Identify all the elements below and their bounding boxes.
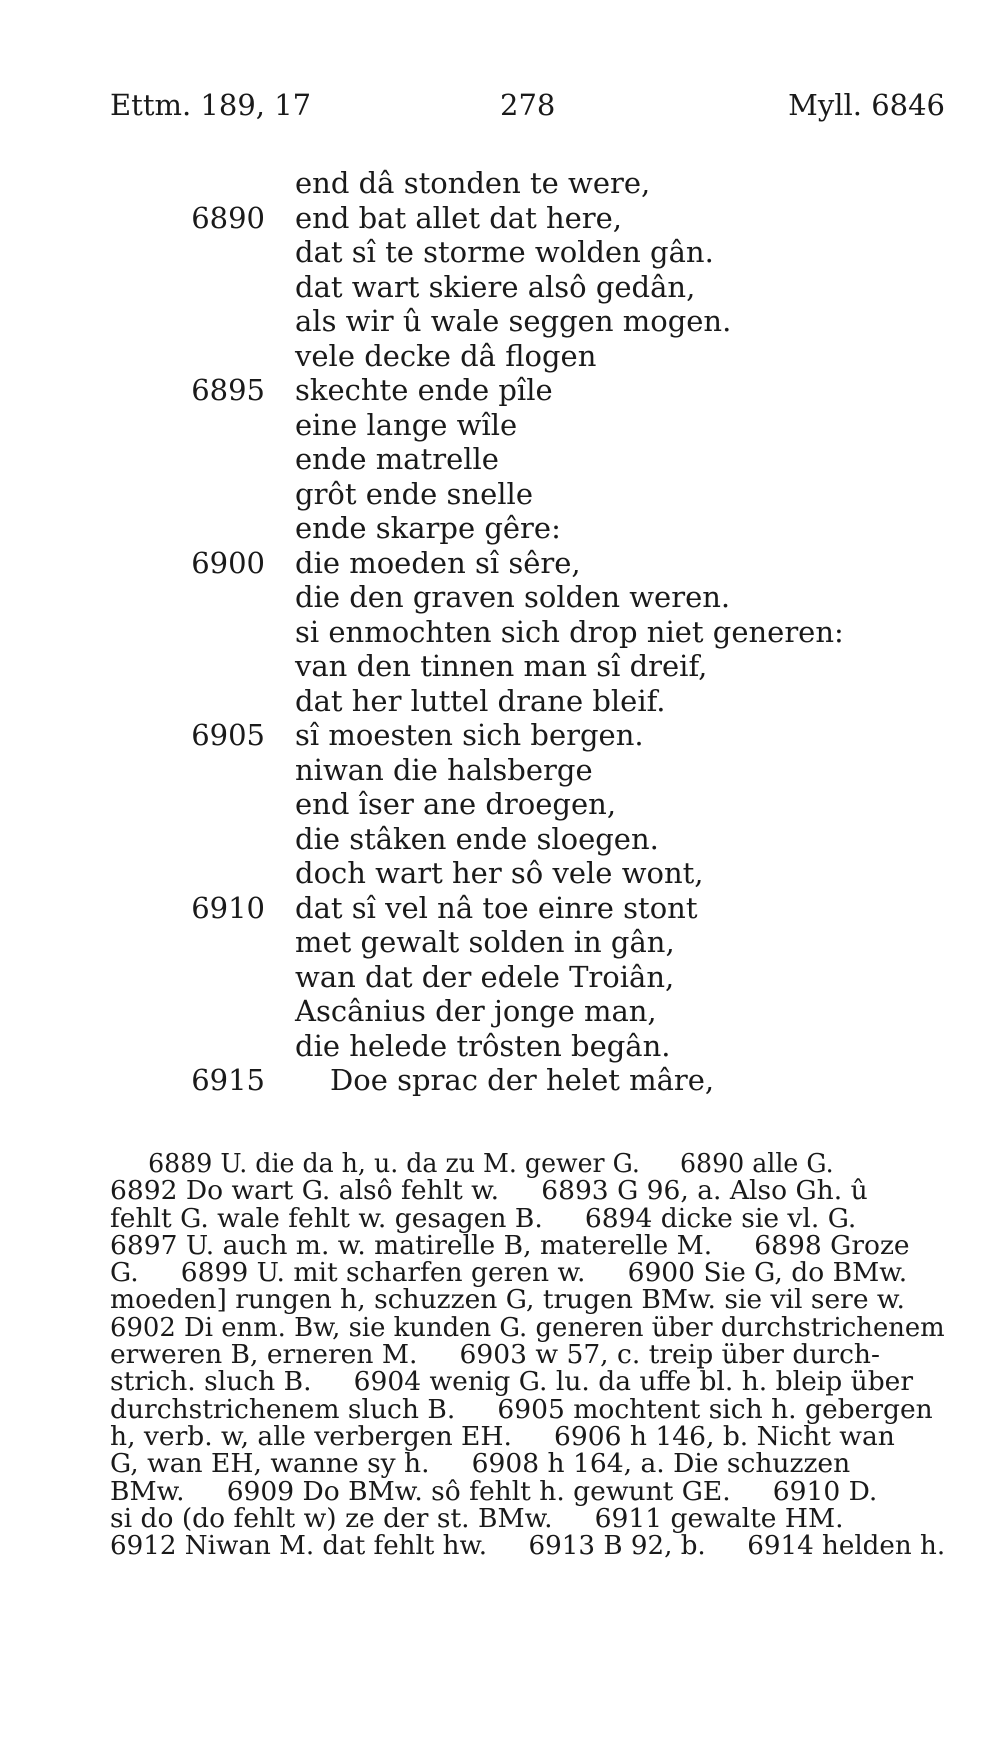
verse-text-line: dat sî te storme wolden gân. bbox=[295, 235, 714, 269]
verse-line bbox=[170, 235, 950, 270]
apparatus-line: fehlt G. wale fehlt w. gesagen B. 6894 dicke sie vl. G. bbox=[110, 1202, 857, 1234]
verse-line bbox=[170, 477, 950, 512]
header-source-ettm: Ettm. 189, 17 bbox=[110, 88, 312, 122]
verse-text-line: Doe sprac der helet mâre, bbox=[330, 1063, 715, 1097]
verse-line bbox=[170, 925, 950, 960]
verse-line bbox=[170, 373, 950, 408]
verse-text-line: die moeden sî sêre, bbox=[295, 545, 581, 580]
verse-line bbox=[170, 856, 950, 891]
verse-line bbox=[170, 787, 950, 822]
verse-text bbox=[170, 166, 950, 1098]
verse-text-line: dat her luttel drane bleif. bbox=[295, 683, 666, 718]
apparatus-line: 6902 Di enm. Bw, sie kunden G. generen über durchstrichenem bbox=[110, 1311, 945, 1343]
verse-line bbox=[170, 580, 950, 615]
verse-line bbox=[170, 960, 950, 995]
verse-number: 6895 bbox=[191, 373, 265, 407]
verse-text-line: van den tinnen man sî dreif, bbox=[295, 649, 708, 683]
verse-text-line: dat wart skiere alsô gedân, bbox=[295, 269, 696, 304]
verse-text-line: wan dat der edele Troiân, bbox=[295, 959, 675, 994]
verse-text-line: met gewalt solden in gân, bbox=[295, 925, 675, 959]
verse-line bbox=[170, 166, 950, 201]
verse-line bbox=[170, 891, 950, 926]
verse-text-line: ende skarpe gêre: bbox=[295, 511, 561, 545]
verse-number: 6905 bbox=[191, 718, 265, 752]
verse-text-line: die helede trôsten begân. bbox=[295, 1028, 671, 1063]
verse-number: 6915 bbox=[191, 1063, 265, 1097]
verse-line bbox=[170, 511, 950, 546]
verse-text-line: als wir û wale seggen mogen. bbox=[295, 304, 732, 338]
verse-line bbox=[170, 649, 950, 684]
verse-text-line: skechte ende pîle bbox=[295, 373, 553, 407]
apparatus-line: BMw. 6909 Do BMw. sô fehlt h. gewunt GE. 6910 D. bbox=[110, 1475, 878, 1507]
apparatus-line: 6892 Do wart G. alsô fehlt w. 6893 G 96, a. Also Gh. û bbox=[110, 1175, 868, 1207]
verse-text-line: ende matrelle bbox=[295, 442, 499, 476]
verse-text-line: si enmochten sich drop niet generen: bbox=[295, 614, 844, 649]
apparatus-line: durchstrichenem sluch B. 6905 mochtent sich h. gebergen bbox=[110, 1393, 933, 1425]
verse-text-line: die stâken ende sloegen. bbox=[295, 821, 659, 856]
page-header bbox=[110, 88, 945, 128]
verse-line bbox=[170, 304, 950, 339]
verse-line bbox=[170, 718, 950, 753]
verse-text-line: end dâ stonden te were, bbox=[295, 166, 651, 200]
critical-apparatus bbox=[110, 1148, 946, 1562]
apparatus-line: G, wan EH, wanne sy h. 6908 h 164, a. Die schuzzen bbox=[110, 1448, 851, 1480]
verse-line bbox=[170, 684, 950, 719]
page-number: 278 bbox=[500, 88, 556, 122]
verse-line bbox=[170, 1029, 950, 1064]
verse-text-line: doch wart her sô vele wont, bbox=[295, 856, 704, 890]
apparatus-line: si do (do fehlt w) ze der st. BMw. 6911 gewalte HM. bbox=[110, 1502, 844, 1534]
verse-line bbox=[170, 753, 950, 788]
verse-line bbox=[170, 270, 950, 305]
verse-line bbox=[170, 615, 950, 650]
apparatus-line: G. 6899 U. mit scharfen geren w. 6900 Sie G, do BMw. bbox=[110, 1257, 908, 1289]
apparatus-line: moeden] rungen h, schuzzen G, trugen BMw. sie vil sere w. bbox=[110, 1284, 905, 1316]
verse-text-line: Ascânius der jonge man, bbox=[295, 994, 657, 1028]
verse-number: 6900 bbox=[191, 545, 265, 580]
verse-text-line: niwan die halsberge bbox=[295, 752, 593, 787]
verse-text-line: vele decke dâ flogen bbox=[295, 338, 597, 373]
verse-line bbox=[170, 1063, 950, 1098]
apparatus-line: erweren B, erneren M. 6903 w 57, c. treip über durch- bbox=[110, 1339, 880, 1371]
verse-line bbox=[170, 442, 950, 477]
verse-text-line: grôt ende snelle bbox=[295, 476, 533, 511]
verse-text-line: end bat allet dat here, bbox=[295, 200, 623, 235]
verse-text-line: die den graven solden weren. bbox=[295, 580, 731, 614]
verse-line bbox=[170, 994, 950, 1029]
verse-number: 6890 bbox=[191, 200, 265, 235]
verse-line bbox=[170, 201, 950, 236]
apparatus-line: h, verb. w, alle verbergen EH. 6906 h 146, b. Nicht wan bbox=[110, 1420, 895, 1452]
verse-line bbox=[170, 546, 950, 581]
apparatus-line: 6912 Niwan M. dat fehlt hw. 6913 B 92, b. 6914 helden h. bbox=[110, 1530, 946, 1562]
apparatus-line: strich. sluch B. 6904 wenig G. lu. da uffe bl. h. bleip über bbox=[110, 1366, 914, 1398]
apparatus-line: 6897 U. auch m. w. matirelle B, materelle M. 6898 Groze bbox=[110, 1229, 910, 1261]
verse-line bbox=[170, 408, 950, 443]
verse-text-line: end îser ane droegen, bbox=[295, 787, 617, 821]
verse-text-line: dat sî vel nâ toe einre stont bbox=[295, 890, 698, 925]
verse-text-line: eine lange wîle bbox=[295, 407, 518, 442]
verse-number: 6910 bbox=[191, 890, 265, 925]
header-source-myll: Myll. 6846 bbox=[788, 88, 945, 122]
apparatus-line: 6889 U. die da h, u. da zu M. gewer G. 6890 alle G. bbox=[148, 1148, 834, 1179]
verse-text-line: sî moesten sich bergen. bbox=[295, 718, 644, 752]
verse-line bbox=[170, 339, 950, 374]
verse-line bbox=[170, 822, 950, 857]
